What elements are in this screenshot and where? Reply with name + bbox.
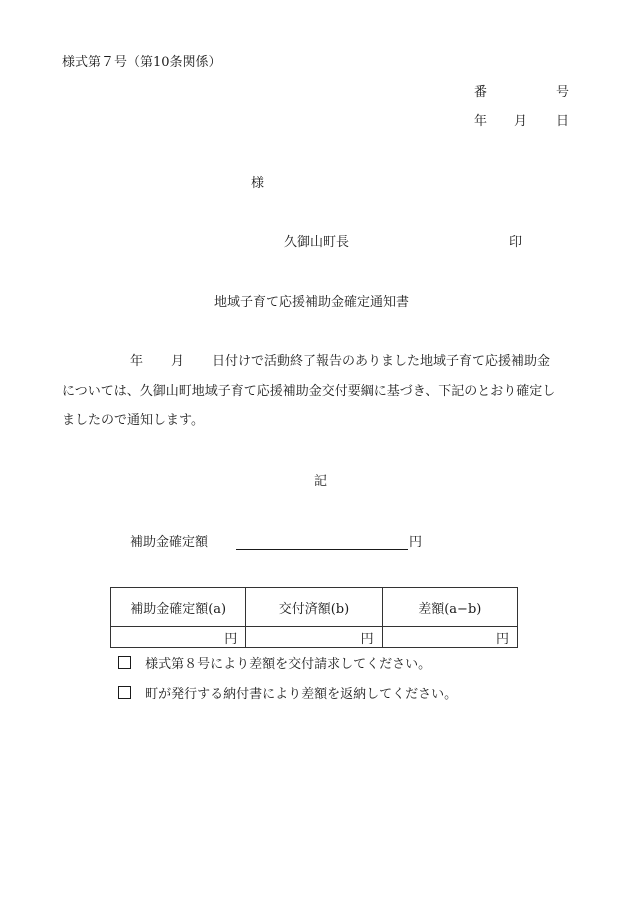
date-day-label: 日 [556,114,570,129]
amount-table [110,587,518,648]
header-paid-amount: 交付済額(b) [246,588,382,627]
cell-confirmed-amount-unit: 円 [111,627,246,648]
checkbox-return[interactable] [118,686,131,699]
addressee-suffix: 様 [251,176,265,191]
checkbox-request[interactable] [118,656,131,669]
body-year-label: 年 [130,354,144,369]
confirmed-amount-unit: 円 [409,535,423,550]
body-month-label: 月 [171,354,185,369]
cell-paid-amount-unit: 円 [246,627,382,648]
number-label-ban: 番 [474,85,488,100]
date-year-label: 年 [474,114,488,129]
confirmed-amount-label: 補助金確定額 [130,535,209,550]
option-request-text: 様式第８号により差額を交付請求してください。 [145,657,432,672]
confirmed-amount-blank [236,549,408,550]
document-title: 地域子育て応援補助金確定通知書 [214,295,410,310]
seal-mark: 印 [509,235,523,250]
body-line-3: ましたので通知します。 [62,413,204,428]
number-label-go: 号 [556,85,570,100]
cell-difference-unit: 円 [382,627,517,648]
option-return [118,686,457,701]
body-line-2: については、久御山町地域子育て応援補助金交付要綱に基づき、下記のとおり確定し [62,384,556,399]
form-reference: 様式第７号（第10条関係） [62,55,222,70]
amount-table-value-row [111,627,518,648]
ki-heading: 記 [314,474,328,489]
sender-title: 久御山町長 [284,235,350,250]
body-line-1: 日付けで活動終了報告のありました地域子育て応援補助金 [212,354,551,369]
option-request [118,656,431,671]
option-return-text: 町が発行する納付書により差額を返納してください。 [145,687,458,702]
date-month-label: 月 [514,114,528,129]
amount-table-header-row [111,588,518,627]
header-confirmed-amount: 補助金確定額(a) [111,588,246,627]
header-difference: 差額(a−b) [382,588,517,627]
